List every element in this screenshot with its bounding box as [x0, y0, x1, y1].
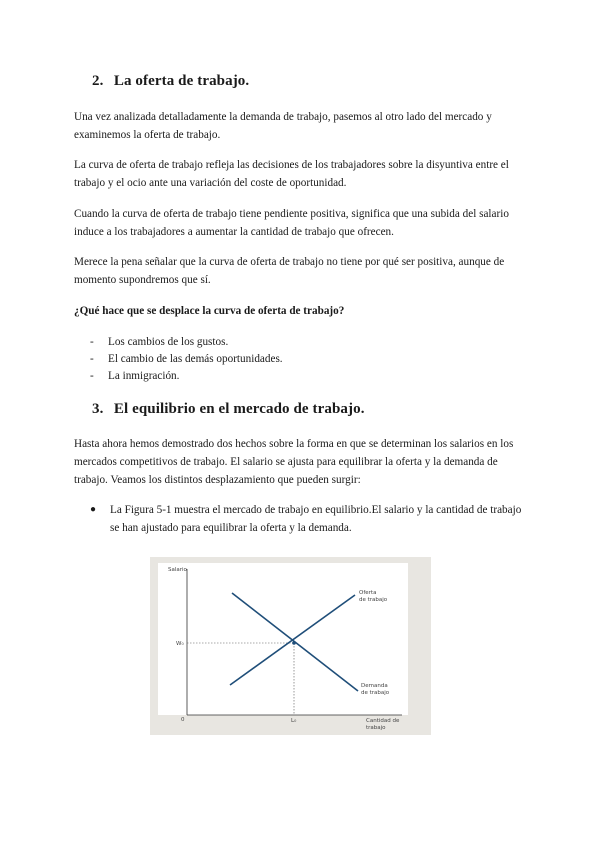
dash-marker: -: [90, 353, 94, 365]
paragraph-equilibrium: Hasta ahora hemos demostrado dos hechos sobre la forma en que se determinan los salarios en los mercados competitivos de trabajo. El salario se ajusta para equilibrar la oferta y la demanda de trabajo. Veamos los distintos desplazamiento que pueden surgir:: [74, 438, 514, 486]
section-2-heading: [92, 73, 249, 90]
section-3-title: El equilibrio en el mercado de trabajo.: [113, 401, 365, 417]
paragraph-supply-curve: La curva de oferta de trabajo refleja las decisiones de los trabajadores sobre la disyuntiva entre el trabajo y el ocio ante una variación del coste de oportunidad.: [74, 159, 509, 189]
labor-market-figure: [150, 557, 431, 735]
paragraph-intro: Una vez analizada detalladamente la demanda de trabajo, pasemos al otro lado del mercado y examinemos la oferta de trabajo.: [74, 111, 492, 141]
list-item-text: La inmigración.: [108, 370, 180, 382]
list-item: [90, 351, 283, 368]
origin-label: 0: [181, 717, 185, 723]
list-item: [90, 334, 283, 351]
section-2-title: La oferta de trabajo.: [113, 73, 250, 89]
list-item-text: El cambio de las demás oportunidades.: [108, 353, 283, 365]
x-axis-label-line-2: trabajo: [366, 725, 386, 731]
supply-label-line-1: Oferta: [359, 590, 377, 596]
section-3-heading: [92, 401, 365, 418]
supply-label-line-2: de trabajo: [359, 597, 388, 603]
bullet-text: La Figura 5-1 muestra el mercado de trabajo en equilibrio.El salario y la cantidad de trabajo se han ajustado para equilibrar la oferta y la demanda.: [110, 504, 522, 534]
section-2-number: 2.: [92, 73, 104, 89]
labor-market-chart: [150, 557, 431, 735]
dash-marker: -: [90, 336, 94, 348]
demand-label-line-1: Demanda: [361, 683, 388, 689]
section-3-number: 3.: [92, 401, 104, 417]
paragraph-note: Merece la pena señalar que la curva de oferta de trabajo no tiene por qué ser positiva, aunque de momento supondremos que sí.: [74, 256, 505, 286]
question-heading: ¿Qué hace que se desplace la curva de oferta de trabajo?: [74, 305, 345, 317]
equilibrium-wage-label: W₀: [176, 641, 184, 647]
list-item-text: Los cambios de los gustos.: [108, 336, 229, 348]
paragraph-positive-slope: Cuando la curva de oferta de trabajo tiene pendiente positiva, significa que una subida del salario induce a los trabajadores a aumentar la cantidad de trabajo que ofrecen.: [74, 208, 509, 238]
shift-causes-list: [90, 334, 283, 385]
equilibrium-point: [292, 641, 296, 645]
equilibrium-quantity-label: L₀: [291, 718, 297, 724]
dash-marker: -: [90, 370, 94, 382]
demand-label-line-2: de trabajo: [361, 690, 390, 696]
x-axis-label-line-1: Cantidad de: [366, 718, 400, 724]
y-axis-label: Salario: [168, 567, 187, 573]
list-item: [90, 368, 283, 385]
bullet-icon: ●: [90, 504, 97, 515]
